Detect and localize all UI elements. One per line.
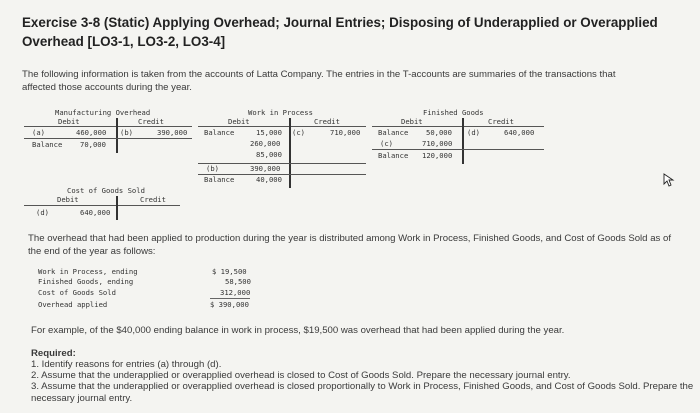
t-account-divider [289, 118, 291, 188]
t-account-divider [116, 196, 118, 220]
t-account-rule [24, 205, 180, 206]
entry-label: (d) [467, 128, 480, 137]
example-paragraph: For example, of the $40,000 ending balance in work in process, $19,500 was overhead that had been applied during the year. [31, 325, 565, 336]
t-account-rule [24, 138, 192, 139]
requirements-list [31, 359, 696, 404]
credit-value: 640,000 [504, 128, 535, 137]
overhead-distribution-paragraph: The overhead that had been applied to production during the year is distributed among Work in Process, Finished Goods, and Cost of Goods Sold as of the end of the year as follows: [28, 233, 671, 257]
requirement-item: 2. Assume that the underapplied or overapplied overhead is closed to Cost of Goods Sold. Prepare the necessary journal entry. [31, 370, 571, 382]
t-account-divider [462, 118, 464, 164]
balance-value: 70,000 [80, 140, 106, 149]
debit-value: 710,000 [422, 139, 453, 148]
credit-value: 710,000 [330, 128, 361, 137]
debit-header: Debit [58, 117, 80, 126]
debit-value: 85,000 [256, 150, 282, 159]
debit-value: 640,000 [80, 208, 111, 217]
credit-header: Credit [138, 117, 164, 126]
balance-label: Balance [378, 128, 409, 137]
debit-value: 50,000 [426, 128, 452, 137]
balance-label: Balance [378, 151, 409, 160]
t-account-title: Manufacturing Overhead [55, 108, 151, 117]
t-account-title: Work in Process [248, 108, 313, 117]
required-heading: Required: [31, 348, 76, 359]
distribution-value: 58,500 [225, 277, 251, 286]
credit-header: Credit [314, 117, 340, 126]
credit-header: Credit [140, 195, 166, 204]
t-account-title: Cost of Goods Sold [67, 186, 145, 195]
t-account-rule [372, 126, 544, 127]
balance-label: Balance [32, 140, 63, 149]
entry-value: 390,000 [157, 128, 188, 137]
debit-header: Debit [57, 195, 79, 204]
distribution-value: $ 19,500 [212, 267, 247, 276]
balance-label: Balance [204, 175, 235, 184]
requirement-item: 3. Assume that the underapplied or overapplied overhead is closed proportionally to Work in Process, Finished Goods, and Cost of Goods Sold. Prepare the necessary journal entry. [31, 381, 694, 404]
sum-rule [210, 298, 250, 299]
debit-header: Debit [228, 117, 250, 126]
distribution-value: 312,000 [220, 288, 251, 297]
entry-label: (b) [120, 128, 133, 137]
entry-label: (d) [36, 208, 49, 217]
entry-label: (b) [206, 164, 219, 173]
debit-value: 15,000 [256, 128, 282, 137]
t-account-divider [116, 118, 118, 153]
debit-value: 260,000 [250, 139, 281, 148]
balance-label: Balance [204, 128, 235, 137]
entry-label: (a) [32, 128, 45, 137]
mouse-pointer-icon [663, 173, 675, 187]
t-account-rule [372, 149, 544, 150]
t-account-title: Finished Goods [423, 108, 484, 117]
balance-value: 120,000 [422, 151, 453, 160]
t-account-rule [24, 126, 192, 127]
t-account-rule [198, 126, 366, 127]
debit-header: Debit [401, 117, 423, 126]
distribution-label: Finished Goods, ending [38, 277, 134, 286]
distribution-label: Cost of Goods Sold [38, 288, 116, 297]
balance-value: 40,000 [256, 175, 282, 184]
intro-paragraph: The following information is taken from the accounts of Latta Company. The entries in the T-accounts are summaries of the transactions that affected those accounts during the year. [22, 69, 616, 93]
distribution-label: Overhead applied [38, 300, 108, 309]
credit-header: Credit [488, 117, 514, 126]
requirement-item: 1. Identify reasons for entries (a) through (d). [31, 359, 222, 370]
entry-label: (c) [292, 128, 305, 137]
debit-value: 390,000 [250, 164, 281, 173]
t-account-rule [198, 163, 366, 164]
exercise-title: Exercise 3-8 (Static) Applying Overhead; Journal Entries; Disposing of Underapplied or Overapplied Overhead [LO3-1, LO3-2, LO3-4] [22, 15, 658, 49]
distribution-label: Work in Process, ending [38, 267, 138, 276]
entry-value: 460,000 [76, 128, 107, 137]
distribution-value: $ 390,000 [210, 300, 249, 309]
entry-label: (c) [380, 139, 393, 148]
